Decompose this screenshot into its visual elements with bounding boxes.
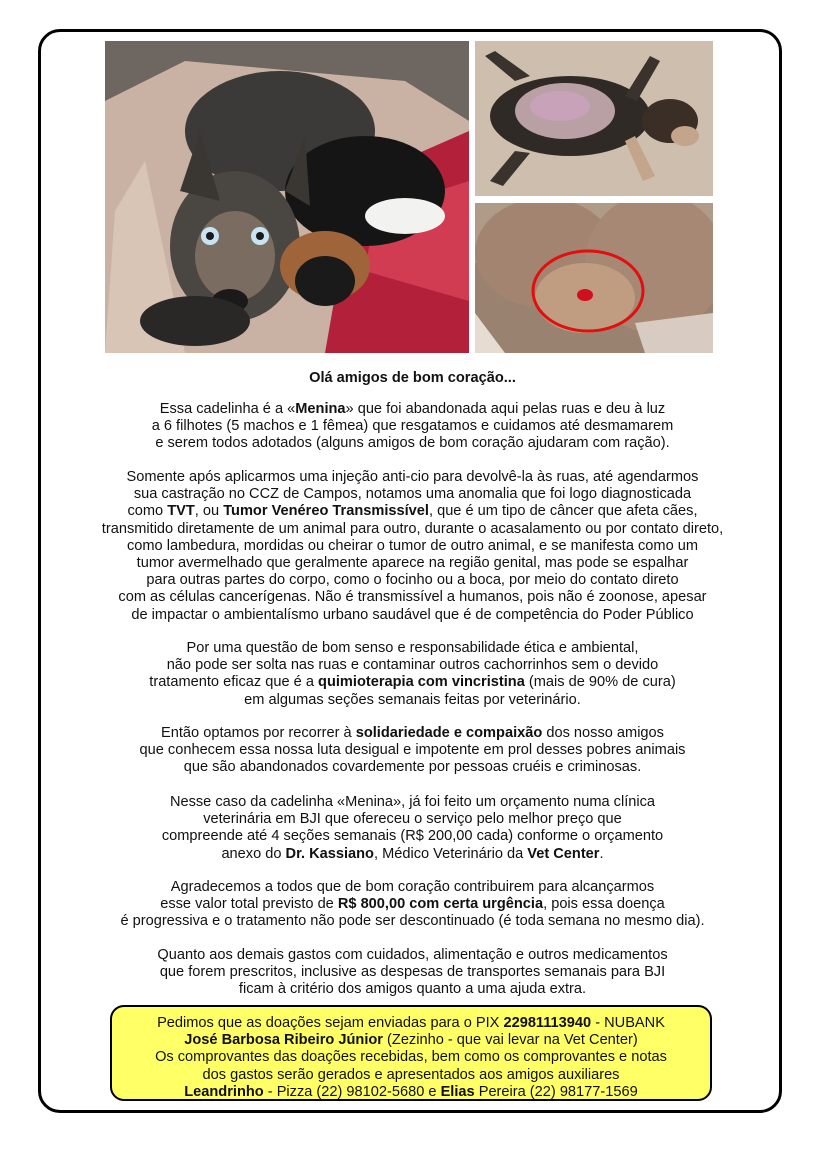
goal-paragraph: Agradecemos a todos que de bom coração contribuirem para alcançarmos esse valor total previsto de R$ 800,00 com certa urgência, pois essa doença é progressiva e o tratamento não pode ser descontinuado (é toda semana no mesmo dia). (120, 879, 705, 930)
extra-costs-paragraph: Quanto aos demais gastos com cuidados, alimentação e outros medicamentos que forem prescritos, inclusive as despesas de transportes semanais para BJI ficam à critério dos amigos quanto a uma ajuda extra. (157, 947, 668, 998)
treatment-paragraph: Por uma questão de bom senso e responsabilidade ética e ambiental, não pode ser solta nas ruas e contaminar outros cachorrinhos sem o devido tratamento eficaz que é a quimioterapia com vincristina (mais de 90% de cura) em algumas seções semanais feitas por veterinário. (149, 640, 676, 708)
greeting-heading: Olá amigos de bom coração... (309, 370, 516, 386)
tumor-closeup-photo (475, 203, 713, 353)
diagnosis-paragraph: Somente após aplicarmos uma injeção anti-cio para devolvê-la às ruas, até agendarmos sua castração no CCZ de Campos, notamos uma anomalia que foi logo diagnosticada como TVT, ou Tumor Venéreo Transmissível, que é um tipo de câncer que afeta cães, transmitido diretamente de um animal para outro, durante o acasalamento ou por contato direto, como lambedura, mordidas ou cheirar o tumor de outro animal, e se manifesta como um tumor avermelhado que geralmente aparece na região genital, mas pode se espalhar para outras partes do corpo, como o focinho ou a boca, por meio do contato direto com as células cancerígenas. Não é transmissível a humanos, pois não é zoonose, apesar de impactar o ambientalísmo urbano saudável que é de competência do Poder Público (101, 469, 724, 623)
solidarity-paragraph: Então optamos por recorrer à solidariedade e compaixão dos nosso amigos que conhecem essa nossa luta desigual e impotente em prol desses pobres animais que são abandonados covardemente por pessoas cruéis e criminosas. (139, 725, 686, 776)
dog-on-back-photo (475, 41, 713, 196)
budget-paragraph: Nesse caso da cadelinha «Menina», já foi feito um orçamento numa clínica veterinária em BJI que ofereceu o serviço pelo melhor preço que compreende até 4 seções semanais (R$ 200,00 cada) conforme o orçamento anexo do Dr. Kassiano, Médico Veterinário da Vet Center. (161, 794, 664, 862)
donation-info-box: Pedimos que as doações sejam enviadas para o PIX 22981113940 - NUBANK José Barbosa Ribeiro Júnior (Zezinho - que vai levar na Vet Center) Os comprovantes das doações recebidas, bem como os comprovantes e notas dos gastos serão gerados e apresentados aos amigos auxiliares Leandrinho - Pizza (22) 98102-5680 e Elias Pereira (22) 98177-1569 (110, 1005, 712, 1101)
dog-with-puppies-photo (105, 41, 469, 353)
intro-paragraph: Essa cadelinha é a «Menina» que foi abandonada aqui pelas ruas e deu à luz a 6 filhotes (5 machos e 1 fêmea) que resgatamos e cuidamos até desmamarem e serem todos adotados (alguns amigos de bom coração ajudaram com ração). (151, 401, 674, 452)
